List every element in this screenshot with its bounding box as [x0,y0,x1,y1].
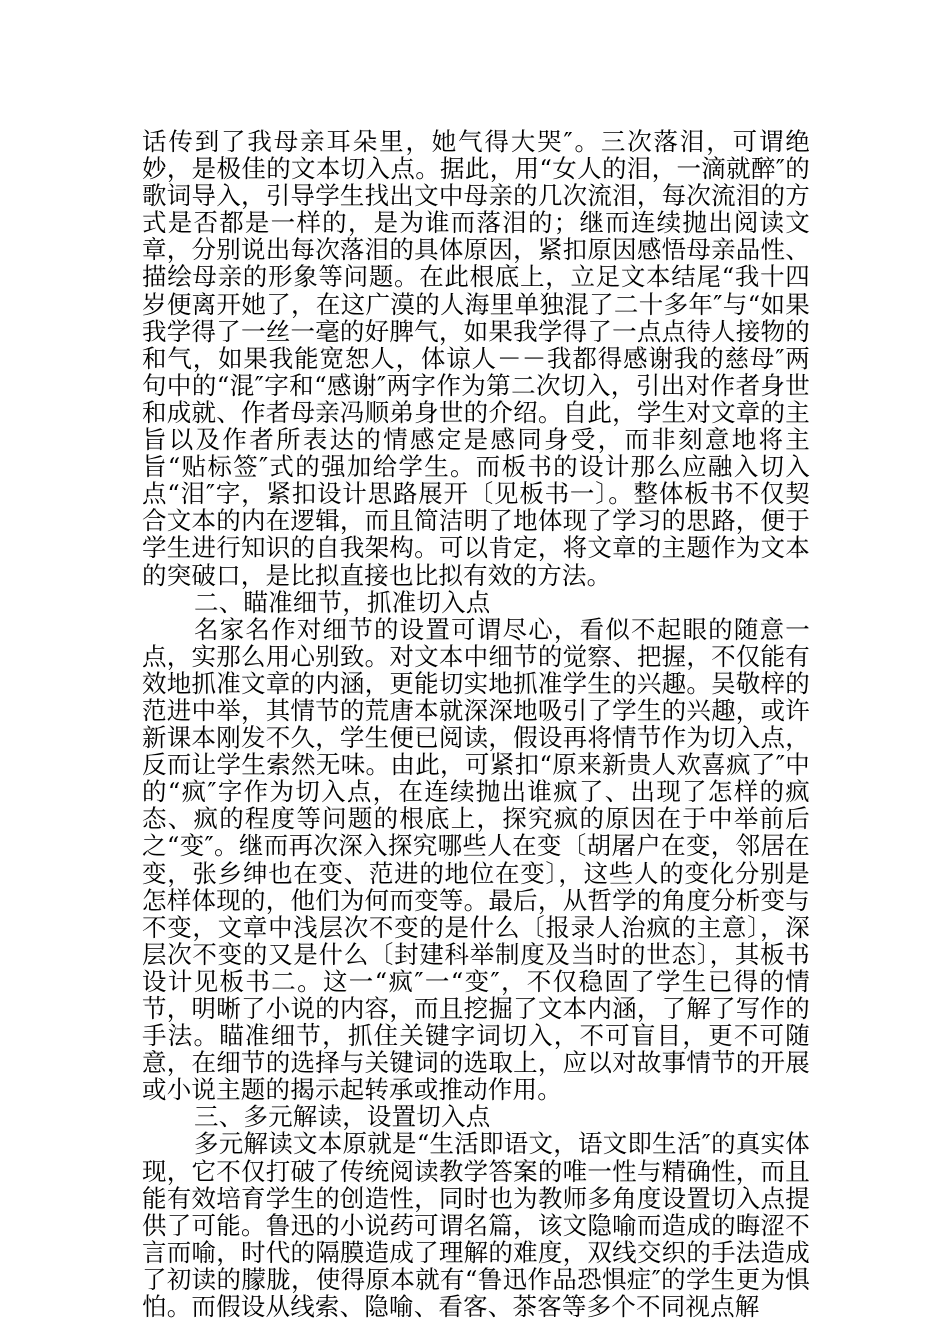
section-heading-2: 二、瞄准细节，抓准切入点 [194,587,491,617]
body-paragraph-2: 名家名作对细节的设置可谓尽心，看似不起眼的随意一点，实那么用心别致。对文本中细节的觉察、把握，不仅能有效地抓准文章的内涵，更能切实地抓准学生的兴趣。吴敬梓的范进中举，其情节的荒唐本就深深地吸引了学生的兴趣，或许新课本刚发不久，学生便已阅读，假设再将情节作为切入点，反而让学生索然无味。由此，可紧扣“原来新贵人欢喜疯了″中的“疯″字作为切入点，在连续抛出谁疯了、出现了怎样的疯态、疯的程度等问题的根底上，探究疯的原因在于中举前后之“变″。继而再次深入探究哪些人在变〔胡屠户在变，邻居在变，张乡绅也在变、范进的地位在变〕，这些人的变化分别是怎样体现的，他们为何而变等。最后，从哲学的角度分析变与不变，文章中浅层次不变的是什么〔报录人治疯的主意〕，深层次不变的又是什么〔封建科举制度及当时的世态〕，其板书设计见板书二。这一“疯″一“变″，不仅稳固了学生已得的情节，明晰了小说的内容，而且挖掘了文本内涵，了解了写作的手法。瞄准细节，抓住关键字词切入，不可盲目，更不可随意，在细节的选择与关键词的选取上，应以对故事情节的开展或小说主题的揭示起转承或推动作用。 [142,614,810,1105]
document-page [142,128,810,1320]
body-paragraph-3: 多元解读文本原就是“生活即语文，语文即生活″的真实体现，它不仅打破了传统阅读教学答案的唯一性与精确性，而且能有效培育学生的创造性，同时也为教师多角度设置切入点提供了可能。鲁迅的小说药可谓名篇，该文隐喻而造成的晦涩不言而喻，时代的隔膜造成了理解的难度，双线交织的手法造成了初读的朦胧，使得原本就有“鲁迅作品恐惧症″的学生更为惧怕。而假设从线索、隐喻、看客、茶客等多个不同视点解 [142,1129,810,1322]
section-heading-3: 三、多元解读，设置切入点 [194,1102,491,1132]
body-paragraph-1: 话传到了我母亲耳朵里，她气得大哭″。三次落泪，可谓绝妙，是极佳的文本切入点。据此，用“女人的泪，一滴就醉″的歌词导入，引导学生找出文中母亲的几次流泪，每次流泪的方式是否都是一样的，是为谁而落泪的；继而连续抛出阅读文章，分别说出每次落泪的具体原因，紧扣原因感悟母亲品性、描绘母亲的形象等问题。在此根底上，立足文本结尾“我十四岁便离开她了，在这广漠的人海里单独混了二十多年″与“如果我学得了一丝一毫的好脾气，如果我学得了一点点待人接物的和气，如果我能宽恕人，体谅人－－我都得感谢我的慈母″两句中的“混″字和“感谢″两字作为第二次切入，引出对作者身世和成就、作者母亲冯顺弟身世的介绍。自此，学生对文章的主旨以及作者所表达的情感定是感同身受，而非刻意地将主旨“贴标签″式的强加给学生。而板书的设计那么应融入切入点“泪″字，紧扣设计思路展开〔见板书一〕。整体板书不仅契合文本的内在逻辑，而且简洁明了地体现了学习的思路，便于学生进行知识的自我架构。可以肯定，将文章的主题作为文本的突破口，是比拟直接也比拟有效的方法。 [142,127,810,590]
